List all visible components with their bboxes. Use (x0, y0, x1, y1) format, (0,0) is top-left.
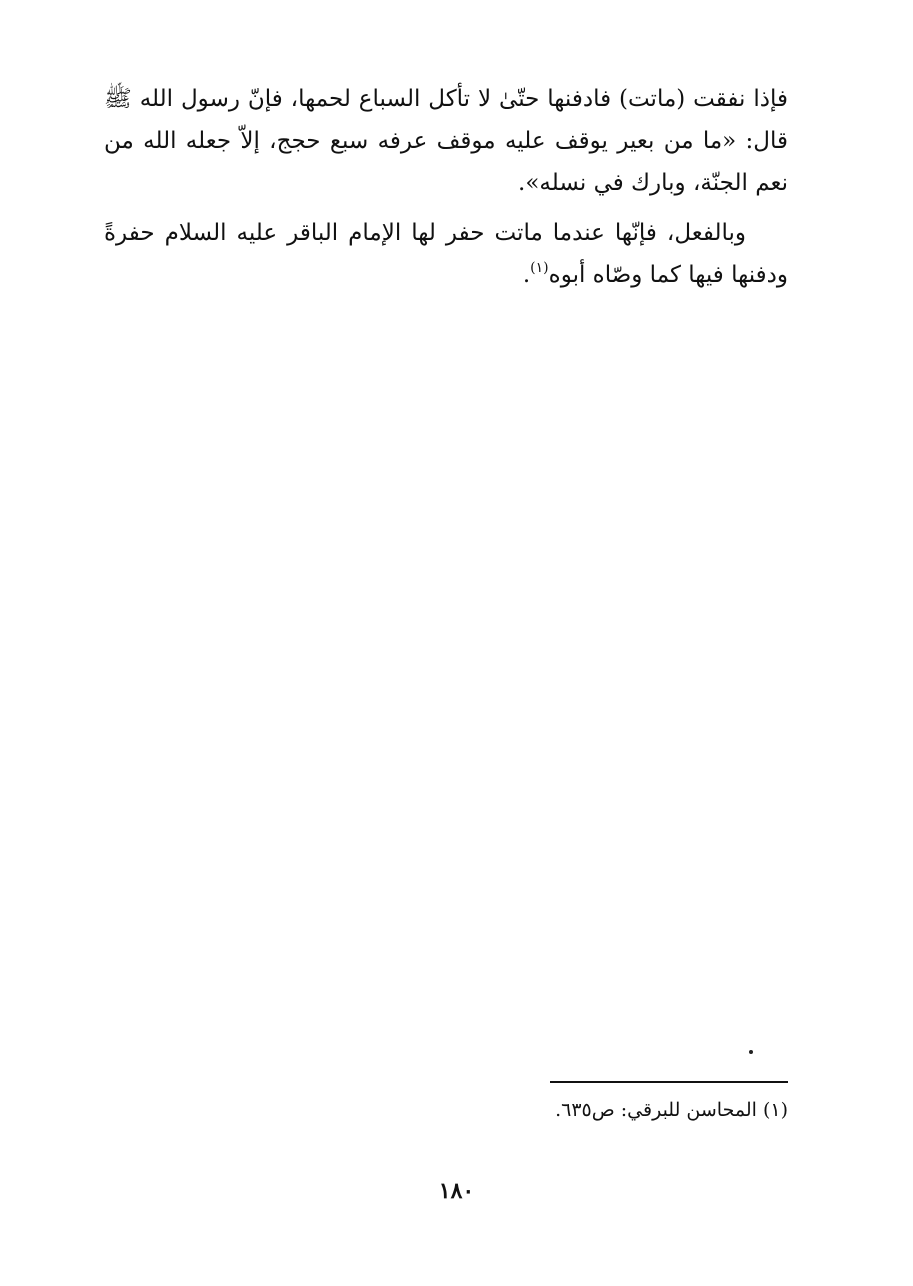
footnote-reference: (١) (530, 260, 549, 276)
footnote-divider (550, 1081, 788, 1083)
paragraph-1 (104, 78, 788, 204)
paragraph-1-text: فإذا نفقت (ماتت) فادفنها حتّىٰ لا تأكل السباع لحمها، فإنّ رسول الله ﷺ قال: «ما من بعير يوقف عليه موقف عرفه سبع حجج، إلاّ جعله الله من نعم الجنّة، وبارك في نسله». (104, 86, 788, 196)
paragraph-2-text: وبالفعل، فإنّها عندما ماتت حفر لها الإمام الباقر عليه السلام حفرةً ودفنها فيها كما وصّاه أبوه (104, 220, 788, 288)
main-text (104, 78, 788, 304)
footnote (104, 1095, 788, 1125)
stray-dot-mark (749, 1050, 753, 1054)
footnote-text: (١) المحاسن للبرقي: ص٦٣٥. (555, 1099, 788, 1121)
paragraph-2-end: . (522, 262, 531, 288)
page-number: ١٨٠ (438, 1178, 475, 1204)
paragraph-2 (104, 212, 788, 296)
